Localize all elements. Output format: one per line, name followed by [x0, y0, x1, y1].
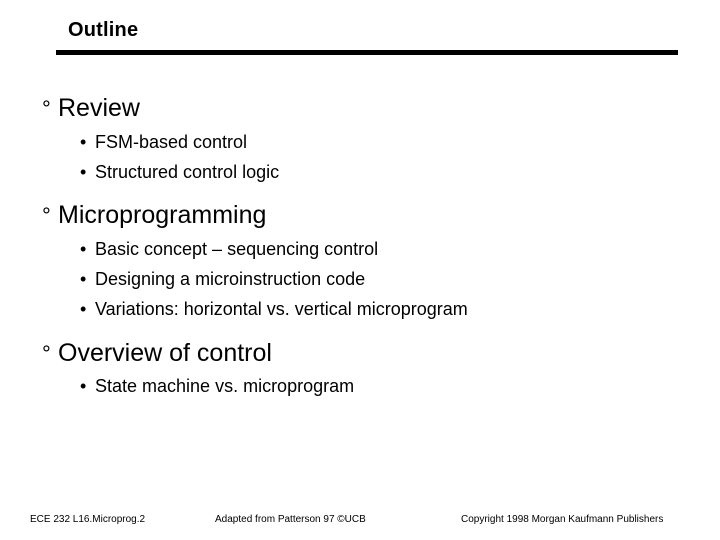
- degree-bullet-icon: °: [42, 341, 51, 366]
- list-item-text: Basic concept – sequencing control: [95, 239, 379, 259]
- bullet-dot-icon: •: [80, 239, 87, 259]
- section-heading-overview: [42, 338, 272, 369]
- list-item-text: Designing a microinstruction code: [95, 269, 366, 289]
- list-item-text: State machine vs. microprogram: [95, 376, 355, 396]
- list-item-text: Structured control logic: [95, 162, 280, 182]
- bullet-dot-icon: •: [80, 376, 87, 396]
- list-item: [80, 268, 365, 290]
- bullet-dot-icon: •: [80, 162, 87, 182]
- list-item-text: FSM-based control: [95, 132, 248, 152]
- bullet-dot-icon: •: [80, 132, 87, 152]
- footer-copyright: Copyright 1998 Morgan Kaufmann Publishers: [461, 514, 664, 525]
- list-item: [80, 131, 247, 153]
- degree-bullet-icon: °: [42, 203, 51, 228]
- slide-title: Outline: [68, 19, 139, 41]
- list-item: [80, 375, 354, 397]
- footer-course: ECE 232 L16.Microprog.2: [30, 514, 146, 525]
- section-heading-text: Review: [58, 94, 140, 122]
- section-heading-microprogramming: [42, 200, 266, 231]
- section-heading-text: Microprogramming: [58, 201, 267, 229]
- title-divider: [56, 50, 678, 55]
- degree-bullet-icon: °: [42, 96, 51, 121]
- bullet-dot-icon: •: [80, 269, 87, 289]
- section-heading-text: Overview of control: [58, 339, 272, 367]
- list-item: [80, 238, 378, 260]
- section-heading-review: [42, 93, 140, 124]
- list-item: [80, 298, 468, 320]
- bullet-dot-icon: •: [80, 299, 87, 319]
- list-item-text: Variations: horizontal vs. vertical microprogram: [95, 299, 468, 319]
- footer-adapted: Adapted from Patterson 97 ©UCB: [215, 514, 366, 525]
- list-item: [80, 161, 279, 183]
